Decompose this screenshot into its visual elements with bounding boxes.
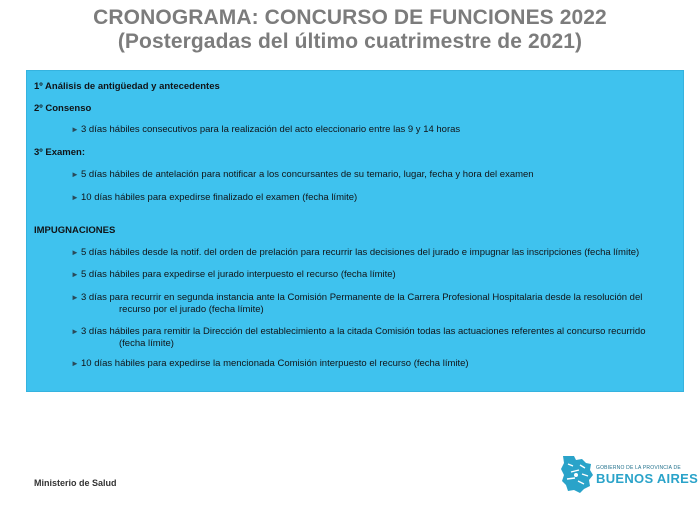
list-item: ► 3 días para recurrir en segunda instancia ante la Comisión Permanente de la Carrera Profesional Hospitalaria desde la resolución del recurso por el jurado (fecha límite) <box>71 292 643 315</box>
right-triangle-icon: ► <box>71 125 79 134</box>
list-item: ► 3 días hábiles para remitir la Dirección del establecimiento a la citada Comisión todas las actuaciones referentes al concurso recurrido (fecha límite) <box>71 326 646 349</box>
buenos-aires-province-logo-icon <box>560 454 594 494</box>
title-line-1: CRONOGRAMA: CONCURSO DE FUNCIONES 2022 <box>93 6 607 29</box>
section-heading-antecedentes: 1º Análisis de antigüedad y antecedentes <box>34 81 220 92</box>
section-heading-examen: 3º Examen: <box>34 147 85 158</box>
province-logo <box>560 454 699 498</box>
list-item: ► 5 días hábiles de antelación para notificar a los concursantes de su temario, lugar, fecha y hora del examen <box>71 169 534 180</box>
list-item: ► 5 días hábiles desde la notif. del orden de prelación para recurrir las decisiones del jurado e impugnar las inscripciones (fecha límite) <box>71 247 640 258</box>
list-item: ► 10 días hábiles para expedirse finalizado el examen (fecha límite) <box>71 192 358 203</box>
section-heading-consenso: 2º Consenso <box>34 103 92 114</box>
page-title <box>0 6 700 54</box>
schedule-panel <box>26 70 684 392</box>
right-triangle-icon: ► <box>71 170 79 179</box>
right-triangle-icon: ► <box>71 248 79 257</box>
right-triangle-icon: ► <box>71 293 79 302</box>
logo-caption: GOBIERNO DE LA PROVINCIA DE <box>596 465 681 471</box>
list-item: ► 10 días hábiles para expedirse la mencionada Comisión interpuesto el recurso (fecha límite) <box>71 358 469 369</box>
right-triangle-icon: ► <box>71 327 79 336</box>
logo-wordmark: BUENOS AIRES <box>596 471 699 486</box>
section-heading-impugnaciones: IMPUGNACIONES <box>34 225 116 236</box>
title-line-2: (Postergadas del último cuatrimestre de 2021) <box>117 30 583 53</box>
ministry-label: Ministerio de Salud <box>34 478 117 488</box>
list-item: ► 5 días hábiles para expedirse el jurado interpuesto el recurso (fecha límite) <box>71 269 396 280</box>
right-triangle-icon: ► <box>71 193 79 202</box>
list-item: ► 3 días hábiles consecutivos para la realización del acto eleccionario entre las 9 y 14 horas <box>71 124 461 135</box>
right-triangle-icon: ► <box>71 359 79 368</box>
right-triangle-icon: ► <box>71 270 79 279</box>
